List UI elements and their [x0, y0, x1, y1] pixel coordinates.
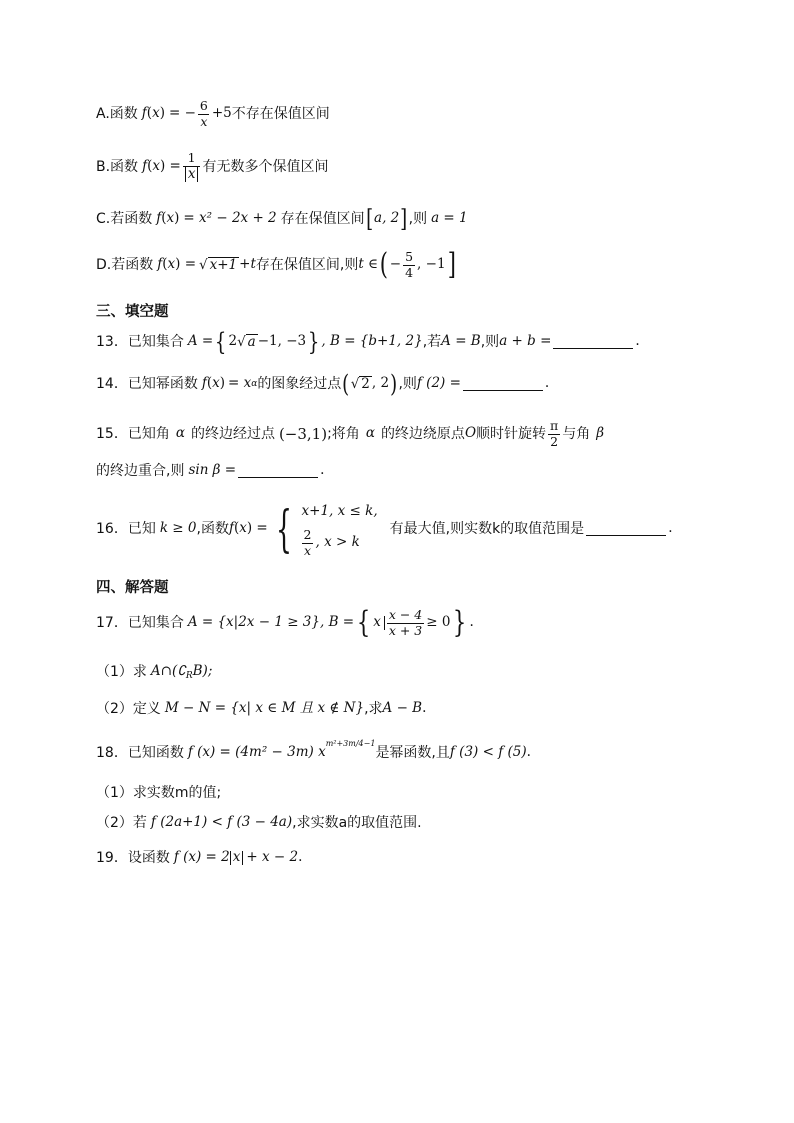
alpha: α [365, 425, 375, 442]
radicand: a [247, 334, 256, 351]
subscript: R [185, 670, 193, 681]
constant-term: +5 [211, 105, 232, 122]
question-text: 的终边经过点 [190, 426, 275, 442]
question-number: 16．已知 [96, 521, 156, 537]
fraction [198, 100, 210, 128]
ask-text: ,求 [364, 701, 383, 717]
fraction [548, 420, 560, 448]
question-number: 18．已知函数 [96, 745, 184, 761]
ask: a + b = [499, 333, 552, 350]
var-x: x [373, 616, 385, 630]
denominator: x + 3 [388, 622, 423, 638]
question-text: ,函数 [196, 521, 229, 537]
section-heading-fill-in: 三、填空题 [96, 304, 169, 320]
question-13: 13．已知集合 A = { 2 √ a −1, −3 } , B = {b+1, 2} ,若 A = B ,则 a + b = . [96, 328, 640, 356]
question-17-part1 [96, 665, 212, 679]
question-number: 14．已知幂函数 [96, 376, 198, 392]
question-18-part2 [96, 816, 422, 830]
target: A − B [382, 700, 423, 717]
option-a-text: 不存在保值区间 [231, 106, 330, 122]
question-number: 15．已知角 [96, 426, 170, 442]
option-b: B.函数 f ( x ) = $\frac{1}{x}$ 有无数多个保值区间 [96, 150, 329, 182]
power-expr: = x [228, 375, 252, 392]
option-d: D.若函数 f ( x ) = √ x+1 +t 存在保值区间,则 t ∈ ( − $\frac{5}{4}$ , −1 ] [96, 247, 456, 282]
case-2: , x > k [315, 534, 360, 551]
sqrt: √ a [237, 334, 256, 351]
denominator: x [303, 542, 312, 558]
set-b: , B = {b+1, 2} [321, 333, 423, 350]
part-label: （2）若 [96, 815, 147, 831]
var-x: x [152, 105, 160, 122]
condition: f (3) < f (5) [449, 744, 527, 761]
option-d-label: D.若函数 [96, 257, 154, 273]
if-text: ,若 [422, 334, 442, 350]
part-label: （2）定义 [96, 701, 161, 717]
option-b-text: 有无数多个保值区间 [202, 158, 329, 175]
alpha: α [175, 425, 185, 442]
sqrt: √ 2 [350, 376, 370, 393]
answer-blank[interactable] [463, 390, 543, 391]
denominator: x [200, 113, 208, 129]
conclusion: a = 1 [431, 210, 468, 227]
question-text: 与角 [562, 426, 591, 442]
plus-t: +t [239, 256, 256, 273]
ask: sin β = [188, 462, 237, 479]
question-15-line2: 的终边重合,则 sin β = . [96, 462, 325, 479]
abs-x: x [185, 166, 199, 182]
question-number: 19．设函数 [96, 850, 170, 866]
question-number: 17．已知集合 [96, 615, 184, 631]
function-expr: f (x) = 2 [173, 849, 230, 866]
fraction [403, 251, 415, 279]
option-c-label: C.若函数 [96, 211, 153, 227]
radicand: x+1 [209, 257, 238, 274]
set-a-label: A = [187, 333, 214, 350]
question-text: 的终边重合,则 [96, 463, 185, 479]
question-text: ;将角 [327, 426, 360, 442]
option-c: C.若函数 f ( x ) = x² − 2x + 2 存在保值区间 [ a, 2 ] ,则 a = 1 [96, 205, 468, 233]
numerator: 2 [303, 527, 312, 542]
expr-end: B); [192, 663, 213, 680]
fraction [183, 152, 201, 181]
question-number: 13．已知集合 [96, 334, 184, 350]
denominator [183, 166, 201, 182]
inequality: ≥ 0 [426, 614, 451, 631]
option-d-text: 存在保值区间,则 [255, 257, 359, 273]
then-text: ,则 [408, 211, 428, 227]
fraction [387, 609, 424, 637]
point: (−3,1) [278, 424, 328, 443]
then-text: ,则 [398, 376, 417, 392]
numerator: 5 [405, 249, 414, 264]
numerator: 6 [199, 98, 208, 113]
denominator: 4 [405, 264, 414, 280]
t-in: t ∈ [358, 256, 379, 273]
set-a-rest: −1, −3 [257, 333, 307, 350]
origin: O [464, 425, 477, 442]
condition: A = B [441, 333, 481, 350]
option-c-text: 存在保值区间 [280, 211, 365, 227]
question-17-part2: （2）定义 M − N = {x| x ∈ M 且 x ∉ N} ,求 A − B . [96, 700, 427, 717]
question-17: 17．已知集合 A = {x|2x − 1 ≥ 3} , B = { x $\frac{x - 4}{x + 3}$ ≥ 0 } . [96, 605, 474, 640]
exponent: α [251, 378, 258, 389]
option-a: A.函数 f ( x ) = − $\frac{6}{x}$ +5 不存在保值区间 [96, 98, 330, 129]
function-expr: f (x) = (4m² − 3m) x [187, 744, 326, 761]
numerator: x − 4 [388, 607, 423, 622]
question-14: 14．已知幂函数 f ( x ) = x α 的图象经过点 ( √ 2 , 2 ) ,则 f (2) = . [96, 370, 550, 398]
denominator: 2 [550, 433, 559, 449]
then-text: ,则 [480, 334, 500, 350]
abs-x: x [230, 851, 244, 865]
question-19: 19．设函数 f (x) = 2 x + x − 2 . [96, 849, 303, 866]
question-18-part1 [96, 786, 221, 800]
fraction [302, 529, 314, 557]
expr: A∩(∁ [150, 663, 186, 680]
question-18: 18．已知函数 f (x) = (4m² − 3m) x m²+3m/4−1 是幂函数,且 f (3) < f (5) . [96, 739, 531, 761]
piecewise: { x+1, x ≤ k, $\frac{2}{x}$ , x > k [275, 500, 378, 558]
numerator: π [550, 418, 559, 433]
sqrt: √ x+1 [199, 257, 238, 274]
question-text: 是幂函数,且 [375, 745, 450, 761]
part-1: （1）求实数m的值; [96, 785, 222, 801]
set-b-label: , B = [319, 614, 355, 631]
section-heading-answer: 四、解答题 [96, 580, 169, 596]
quadratic-expr: = x² − 2x + 2 [183, 210, 277, 227]
condition: f (2a+1) < f (3 − 4a) [150, 814, 293, 831]
interval-end: , −1 [417, 256, 446, 273]
numerator: 1 [187, 150, 196, 165]
beta: β [596, 425, 605, 442]
answer-blank[interactable] [238, 477, 318, 478]
question-text: 的终边绕原点 [380, 426, 465, 442]
interval: a, 2 [374, 210, 400, 227]
question-15 [96, 420, 604, 448]
answer-blank[interactable] [553, 348, 633, 349]
question-text: 顺时针旋转 [476, 426, 547, 442]
exponent: m²+3m/4−1 [325, 739, 376, 748]
set-a: A = {x|2x − 1 ≥ 3} [187, 614, 320, 631]
coef: 2 [228, 333, 238, 350]
expr-rest: + x − 2 [246, 849, 299, 866]
answer-blank[interactable] [586, 535, 666, 536]
question-text: 有最大值,则实数k的取值范围是 [389, 521, 585, 537]
definition: M − N = {x| x ∈ M 且 x ∉ N} [164, 700, 365, 717]
case-1: x+1, x ≤ k, [301, 503, 378, 520]
point-rest: , 2 [371, 375, 390, 392]
question-text: 的图象经过点 [257, 376, 342, 392]
question-text: ,求实数a的取值范围. [292, 815, 422, 831]
option-b-label: B.函数 [96, 158, 139, 175]
radicand: 2 [361, 376, 370, 393]
part-label: （1）求 [96, 664, 147, 680]
equals-minus: = − [168, 105, 196, 122]
func-name: f [141, 105, 147, 122]
question-16: 16．已知 k ≥ 0 ,函数 f ( x ) = { x+1, x ≤ k, $\frac{2}{x}$ , x > k 有最大值,则实数k的取值范围是 . [96, 500, 673, 558]
condition: k ≥ 0 [159, 520, 197, 537]
option-a-label: A.函数 [96, 106, 138, 122]
ask: f (2) = [416, 375, 461, 392]
